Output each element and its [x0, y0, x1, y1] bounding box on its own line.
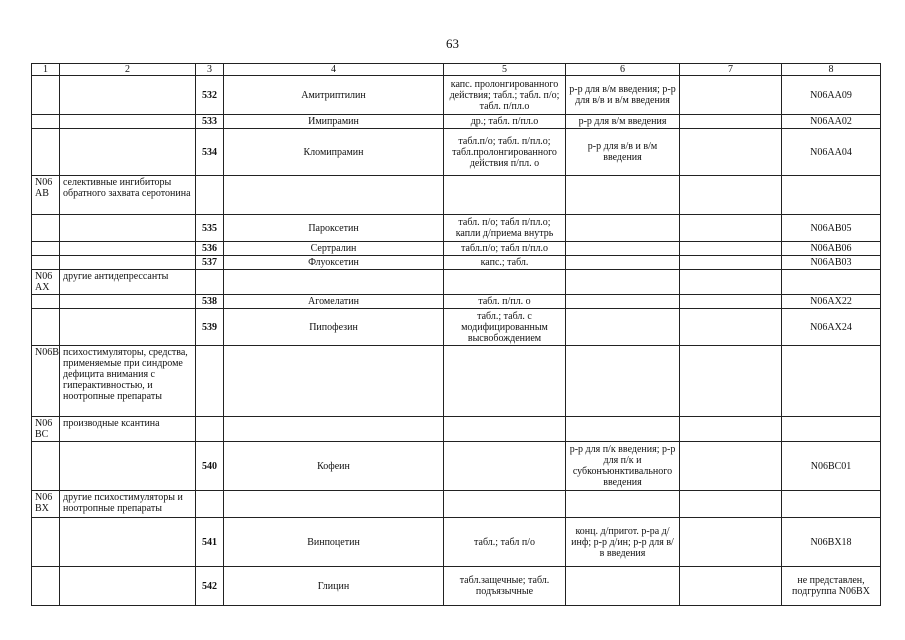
atc-code: N06AA02	[782, 115, 881, 129]
drug-name: Винпоцетин	[224, 518, 444, 567]
table-row	[32, 295, 881, 309]
atc-code: N06AX24	[782, 309, 881, 346]
table-row	[32, 518, 881, 567]
injection-forms	[566, 242, 680, 256]
group-row	[32, 270, 881, 295]
group-code: N06BC	[32, 417, 60, 442]
injection-forms	[566, 215, 680, 242]
row-number: 538	[196, 295, 224, 309]
group-row	[32, 346, 881, 417]
table-row	[32, 309, 881, 346]
row-number: 534	[196, 129, 224, 176]
col-header-2: 2	[60, 64, 196, 76]
drug-name: Флуоксетин	[224, 256, 444, 270]
injection-forms: р-р для в/в и в/м введения	[566, 129, 680, 176]
atc-code: N06AA09	[782, 76, 881, 115]
drug-name: Глицин	[224, 567, 444, 606]
table-row	[32, 129, 881, 176]
dosage-forms: капс.; табл.	[444, 256, 566, 270]
injection-forms	[566, 309, 680, 346]
col-header-3: 3	[196, 64, 224, 76]
drug-name: Сертралин	[224, 242, 444, 256]
col-header-8: 8	[782, 64, 881, 76]
dosage-forms: табл.; табл. с модифицированным высвобождением	[444, 309, 566, 346]
drug-name: Пипофезин	[224, 309, 444, 346]
injection-forms	[566, 256, 680, 270]
group-title: селективные ингибиторы обратного захвата серотонина	[60, 176, 196, 215]
table-row	[32, 442, 881, 491]
dosage-forms: табл.п/о; табл п/пл.о	[444, 242, 566, 256]
drug-name: Агомелатин	[224, 295, 444, 309]
row-number: 542	[196, 567, 224, 606]
col-header-7: 7	[680, 64, 782, 76]
group-title: психостимуляторы, средства, применяемые при синдроме дефицита внимания с гиперактивностью, и ноотропные препараты	[60, 346, 196, 417]
atc-code: N06AB03	[782, 256, 881, 270]
table-row	[32, 256, 881, 270]
dosage-forms: табл. п/пл. о	[444, 295, 566, 309]
drug-name: Амитриптилин	[224, 76, 444, 115]
col-header-1: 1	[32, 64, 60, 76]
dosage-forms: капс. пролонгированного действия; табл.; табл. п/о; табл. п/пл.о	[444, 76, 566, 115]
table-row	[32, 76, 881, 115]
atc-code: не представлен, подгруппа N06BX	[782, 567, 881, 606]
group-code: N06B	[32, 346, 60, 417]
page-number: 63	[446, 36, 459, 51]
drug-table	[31, 63, 881, 606]
drug-name: Пароксетин	[224, 215, 444, 242]
group-code: N06AX	[32, 270, 60, 295]
group-title: другие антидепрессанты	[60, 270, 196, 295]
col-header-5: 5	[444, 64, 566, 76]
group-code: N06BX	[32, 491, 60, 518]
col-header-4: 4	[224, 64, 444, 76]
group-title: другие психостимуляторы и ноотропные препараты	[60, 491, 196, 518]
group-row	[32, 417, 881, 442]
row-number: 541	[196, 518, 224, 567]
row-number: 539	[196, 309, 224, 346]
row-number: 540	[196, 442, 224, 491]
atc-code: N06BX18	[782, 518, 881, 567]
table-row	[32, 215, 881, 242]
table-row	[32, 242, 881, 256]
drug-name: Кофеин	[224, 442, 444, 491]
row-number: 536	[196, 242, 224, 256]
drug-name: Кломипрамин	[224, 129, 444, 176]
dosage-forms: табл.; табл п/о	[444, 518, 566, 567]
injection-forms: р-р для п/к введения; р-р для п/к и субконъюнктивального введения	[566, 442, 680, 491]
group-code: N06AB	[32, 176, 60, 215]
atc-code: N06AB06	[782, 242, 881, 256]
atc-code: N06AA04	[782, 129, 881, 176]
group-row	[32, 491, 881, 518]
row-number: 533	[196, 115, 224, 129]
table-row	[32, 115, 881, 129]
dosage-forms: табл.защечные; табл. подъязычные	[444, 567, 566, 606]
header-row	[32, 64, 881, 76]
dosage-forms: др.; табл. п/пл.о	[444, 115, 566, 129]
injection-forms: конц. д/пригот. р-ра д/инф; р-р д/ин; р-р для в/в введения	[566, 518, 680, 567]
atc-code: N06BC01	[782, 442, 881, 491]
col-header-6: 6	[566, 64, 680, 76]
atc-code: N06AB05	[782, 215, 881, 242]
dosage-forms	[444, 442, 566, 491]
injection-forms: р-р для в/м введения	[566, 115, 680, 129]
dosage-forms: табл. п/о; табл п/пл.о; капли д/приема внутрь	[444, 215, 566, 242]
injection-forms: р-р для в/м введения; р-р для в/в и в/м введения	[566, 76, 680, 115]
row-number: 535	[196, 215, 224, 242]
group-row	[32, 176, 881, 215]
injection-forms	[566, 295, 680, 309]
row-number: 532	[196, 76, 224, 115]
drug-name: Имипрамин	[224, 115, 444, 129]
group-title: производные ксантина	[60, 417, 196, 442]
atc-code: N06AX22	[782, 295, 881, 309]
row-number: 537	[196, 256, 224, 270]
injection-forms	[566, 567, 680, 606]
dosage-forms: табл.п/о; табл. п/пл.о; табл.пролонгированного действия п/пл. о	[444, 129, 566, 176]
table-row	[32, 567, 881, 606]
